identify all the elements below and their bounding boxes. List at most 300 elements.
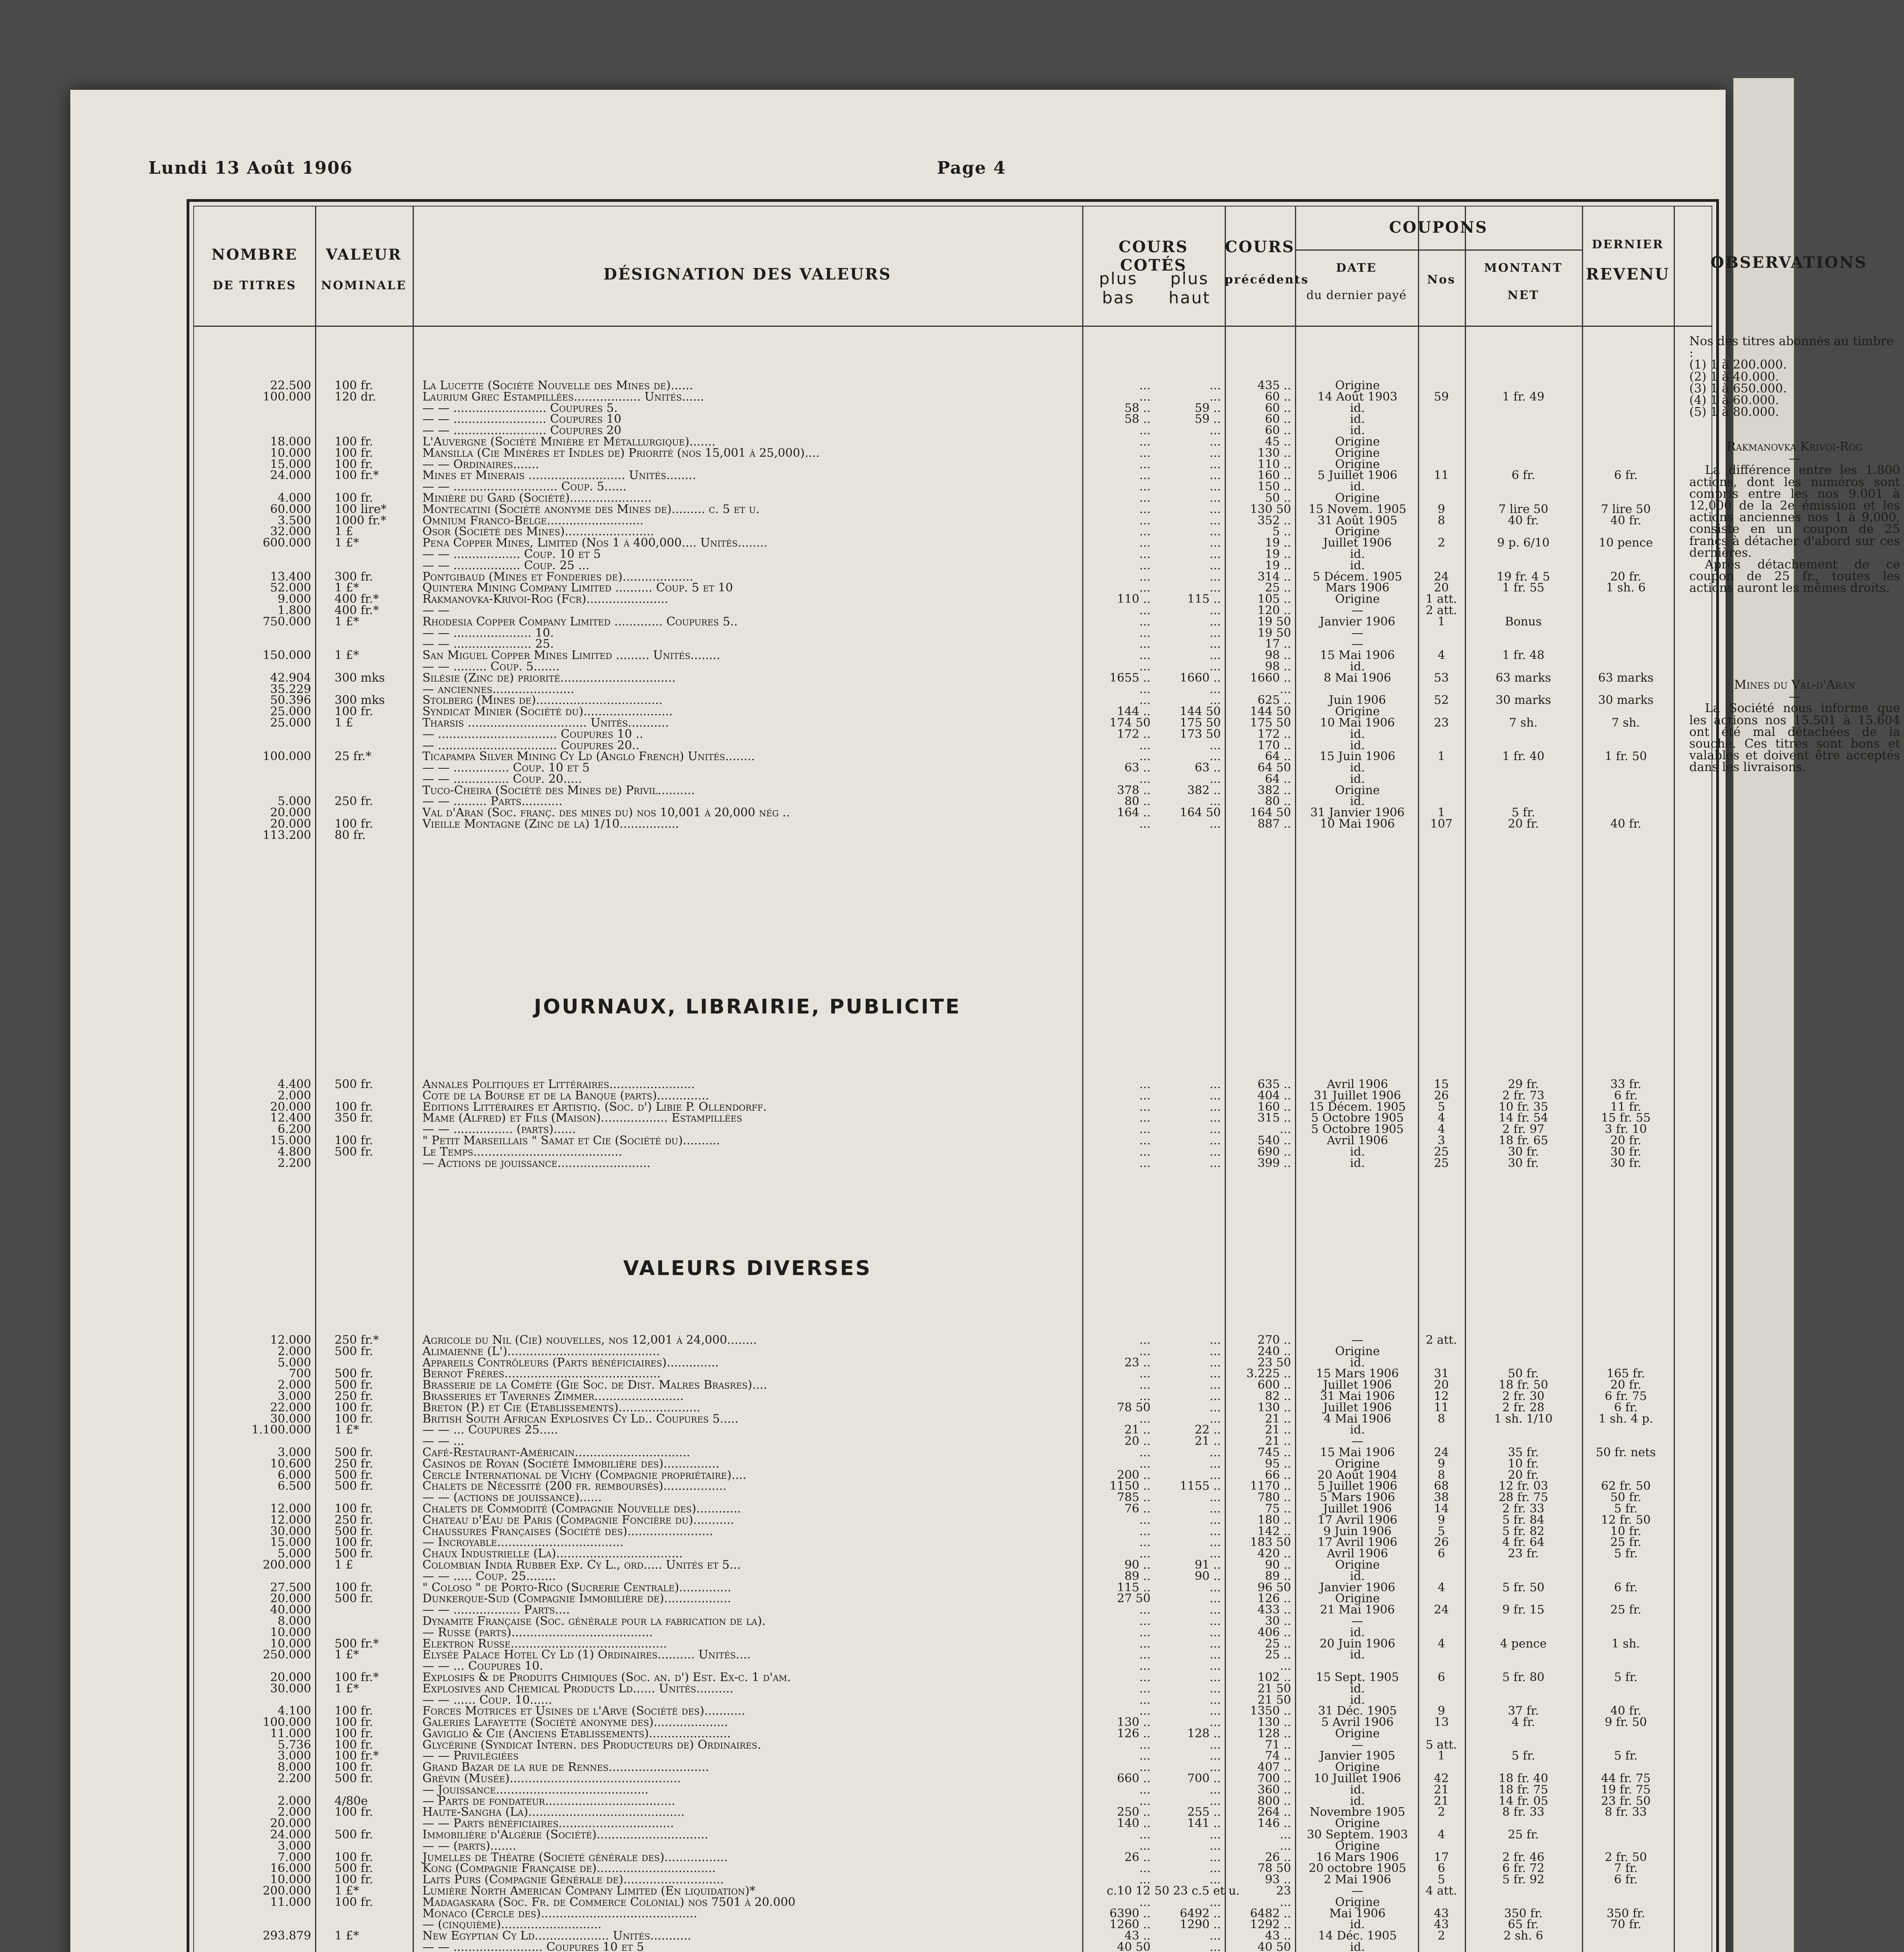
- cell-valeur: 500 fr.: [335, 1592, 373, 1606]
- cell-coupon-no: 38: [1434, 1491, 1449, 1505]
- cell-valeur: 500 fr.: [335, 1344, 373, 1358]
- cell-montant-net: 2 sh. 6: [1503, 1929, 1543, 1943]
- cell-montant-net: 10 fr.: [1508, 1457, 1539, 1471]
- cell-designation: — (cinquième)...........................: [422, 1918, 602, 1932]
- cell-nombre: 27.500: [270, 1580, 311, 1594]
- cell-revenu: 20 fr.: [1610, 1378, 1642, 1392]
- cell-designation: — anciennes......................: [422, 682, 575, 696]
- cell-designation: Jumelles de Théatre (Société générale des).................: [422, 1850, 728, 1864]
- cell-designation: — — ......................... Coupures 20: [422, 424, 622, 438]
- cell-montant-net: 1 fr. 48: [1502, 648, 1545, 663]
- cell-plus-bas: ...: [1139, 1145, 1151, 1159]
- cell-coupon-no: 9: [1437, 1704, 1445, 1718]
- cell-plus-bas: 6390 ..: [1110, 1906, 1151, 1920]
- cell-designation: Stolberg (Mines de)..................................: [422, 693, 663, 707]
- cell-plus-bas: 174 50: [1110, 716, 1151, 730]
- header-no: Nos: [1427, 273, 1456, 287]
- cell-plus-bas: ...: [1139, 435, 1151, 449]
- cell-plus-bas: ...: [1139, 1783, 1151, 1797]
- cell-cours-precedent: 420 ..: [1257, 1547, 1291, 1561]
- table-row: [194, 1515, 1712, 1526]
- cell-coupon-date: id.: [1350, 1693, 1365, 1707]
- table-row: [194, 1942, 1712, 1952]
- cell-plus-bas: ...: [1139, 1794, 1151, 1808]
- cell-plus-bas: ...: [1139, 1111, 1151, 1125]
- cell-revenu: 15 fr. 55: [1601, 1111, 1651, 1125]
- cell-plus-bas: ...: [1139, 1749, 1151, 1763]
- cell-plus-bas: 378 ..: [1117, 783, 1151, 797]
- cell-plus-haut: 91 ..: [1195, 1558, 1221, 1572]
- cell-revenu: 50 fr. nets: [1596, 1445, 1656, 1459]
- cell-valeur: 1 £*: [335, 1423, 359, 1437]
- table-row: [194, 1616, 1712, 1627]
- cell-designation: — ................................ Coupures 10 ..: [422, 727, 643, 741]
- cell-plus-bas: ...: [1139, 1156, 1151, 1170]
- cell-montant-net: 1 sh. 1/10: [1494, 1412, 1553, 1426]
- cell-montant-net: 5 fr.: [1511, 1749, 1535, 1763]
- cell-designation: Colombian India Rubber Exp. Cy L., ord..... Unités et 5...: [422, 1558, 741, 1572]
- cell-nombre: 10.000: [270, 1625, 311, 1639]
- cell-cours-precedent: 21 ..: [1265, 1423, 1291, 1437]
- cell-cours-precedent: 60 ..: [1265, 424, 1291, 438]
- cell-montant-net: 2 fr. 28: [1502, 1400, 1545, 1414]
- cell-plus-bas: ...: [1139, 1344, 1151, 1358]
- cell-designation: Galeries Lafayette (Société anonyme des)....................: [422, 1715, 728, 1729]
- cell-nombre: 10.000: [270, 446, 311, 460]
- cell-coupon-no: 6: [1437, 1670, 1445, 1684]
- cell-coupon-date: Origine: [1335, 435, 1380, 449]
- table-row: [194, 1639, 1712, 1650]
- page-date: Lundi 13 Août 1906: [148, 158, 353, 178]
- cell-revenu: 3 fr. 10: [1605, 1122, 1647, 1136]
- cell-cours-precedent: 170 ..: [1257, 738, 1291, 752]
- cell-revenu: 33 fr.: [1610, 1078, 1642, 1091]
- cell-cours-precedent: 1292 ..: [1250, 1918, 1291, 1932]
- cell-coupon-date: 20 Juin 1906: [1320, 1637, 1395, 1651]
- cell-plus-bas: ...: [1139, 750, 1151, 764]
- cell-nombre: 4.000: [278, 491, 311, 505]
- cell-cours-precedent: ...: [1280, 682, 1291, 696]
- cell-designation: Chaussures Françaises (Société des).......................: [422, 1524, 713, 1538]
- cell-plus-haut: 115 ..: [1187, 592, 1221, 606]
- cell-coupon-date: Origine: [1335, 1760, 1380, 1774]
- cell-designation: — — Parts bénéficiaires...............................: [422, 1817, 674, 1831]
- cell-nombre: 50.396: [270, 693, 311, 707]
- cell-revenu: 8 fr. 33: [1605, 1805, 1647, 1819]
- cell-valeur: 250 fr.: [335, 794, 373, 809]
- cell-coupon-date: Origine: [1335, 1558, 1380, 1572]
- cell-coupon-date: Origine: [1335, 1839, 1380, 1853]
- cell-plus-haut: ...: [1209, 1468, 1221, 1482]
- cell-revenu: 1 sh. 4 p.: [1598, 1412, 1653, 1426]
- table-row: [194, 695, 1712, 706]
- cell-plus-bas: ...: [1139, 1412, 1151, 1426]
- cell-cours-precedent: 43 ..: [1265, 1929, 1291, 1943]
- cell-coupon-date: id.: [1350, 738, 1365, 752]
- cell-valeur: 100 fr.: [335, 379, 373, 392]
- cell-nombre: 16.000: [270, 1861, 311, 1875]
- cell-valeur: 100 fr.: [335, 1726, 373, 1740]
- cell-designation: — — ..................... 25.: [422, 637, 554, 651]
- table-row: [194, 605, 1712, 616]
- cell-valeur: 1 £: [335, 716, 353, 730]
- cell-revenu: 6 fr.: [1614, 1873, 1638, 1887]
- cell-plus-bas: ...: [1139, 1895, 1151, 1909]
- cell-plus-haut: ...: [1209, 1156, 1221, 1170]
- table-row: [194, 526, 1712, 538]
- cell-coupon-no: 9: [1437, 502, 1445, 516]
- cell-revenu: 40 fr.: [1610, 1704, 1642, 1718]
- cell-cours-precedent: 180 ..: [1257, 1513, 1291, 1527]
- cell-revenu: 30 fr.: [1610, 1145, 1642, 1159]
- table-row: [194, 616, 1712, 628]
- cell-coupon-date: Juin 1906: [1329, 693, 1386, 707]
- cell-montant-net: 6 fr. 72: [1502, 1861, 1545, 1875]
- header-valeur: VALEUR: [326, 246, 402, 263]
- cell-plus-bas: ...: [1139, 1333, 1151, 1347]
- table-row: [194, 1548, 1712, 1560]
- table-row: [194, 1346, 1712, 1357]
- table-row: [194, 1391, 1712, 1402]
- journaux-rows: [194, 1079, 1712, 1169]
- cell-montant-net: 30 fr.: [1508, 1156, 1539, 1170]
- cell-valeur: 100 fr.: [335, 446, 373, 460]
- cell-plus-haut: ...: [1209, 390, 1221, 404]
- cell-nombre: 9.000: [278, 592, 311, 606]
- cell-nombre: 25.000: [270, 705, 311, 719]
- cell-valeur: 500 fr.*: [335, 1637, 379, 1651]
- cell-valeur: 100 fr.: [335, 817, 373, 831]
- cell-nombre: 42.904: [270, 671, 311, 685]
- cell-plus-haut: ...: [1209, 1873, 1221, 1887]
- cell-designation: Explosives and Chemical Products Ld...... Unités..........: [422, 1681, 734, 1696]
- cell-nombre: 600.000: [262, 536, 311, 550]
- cell-designation: — — ............... Coup. 10 et 5: [422, 761, 590, 775]
- table-row: [194, 1124, 1712, 1135]
- cell-cours-precedent: 240 ..: [1257, 1344, 1291, 1358]
- cell-revenu: 5 fr.: [1614, 1670, 1638, 1684]
- cell-nombre: 113.200: [262, 828, 311, 842]
- cell-valeur: 100 fr.: [335, 1133, 373, 1147]
- cell-designation: Tharsis ................................ Unités...........: [422, 716, 669, 730]
- cell-plus-haut: ...: [1209, 772, 1221, 786]
- cell-plus-haut: ...: [1209, 1088, 1221, 1102]
- cell-cours-precedent: 66 ..: [1265, 1468, 1291, 1482]
- cell-coupon-date: —: [1352, 1434, 1363, 1448]
- table-row: [194, 1335, 1712, 1346]
- cell-nombre: 5.000: [278, 794, 311, 809]
- cell-montant-net: 2 fr. 73: [1502, 1088, 1545, 1102]
- cell-revenu: 165 fr.: [1607, 1367, 1645, 1381]
- cell-plus-bas: 785 ..: [1117, 1491, 1151, 1505]
- header-coupons: COUPONS: [1389, 218, 1488, 237]
- cell-montant-net: 19 fr. 4 5: [1496, 570, 1550, 584]
- cell-montant-net: 18 fr. 50: [1498, 1378, 1548, 1392]
- table-row: [194, 1852, 1712, 1863]
- cell-valeur: 100 fr.: [335, 1501, 373, 1516]
- cell-coupon-no: 1 att.: [1425, 592, 1457, 606]
- cell-plus-bas: 130 ..: [1117, 1715, 1151, 1729]
- cell-valeur: 100 fr.: [335, 491, 373, 505]
- cell-plus-haut: ...: [1209, 1501, 1221, 1516]
- cell-cours-precedent: 120 ..: [1257, 603, 1291, 617]
- cell-coupon-no: 2: [1437, 1929, 1445, 1943]
- cell-designation: Pontgibaud (Mines et Fonderies de)...................: [422, 570, 693, 584]
- cell-designation: Brasserie de la Comète (Gie Soc. de Dist. Malres Brasres)....: [422, 1378, 767, 1392]
- cell-plus-haut: ...: [1209, 558, 1221, 572]
- cell-valeur: 500 fr.: [335, 1524, 373, 1538]
- cell-montant-net: 1 fr. 40: [1502, 750, 1545, 764]
- table-row: [194, 459, 1712, 470]
- cell-designation: — — ... Coupures 25.....: [422, 1423, 558, 1437]
- cell-plus-bas: 89 ..: [1124, 1569, 1151, 1583]
- cell-coupon-no: 31: [1434, 1367, 1449, 1381]
- header-designation: DÉSIGNATION DES VALEURS: [603, 265, 892, 283]
- cell-coupon-no: 68: [1434, 1479, 1449, 1493]
- cell-plus-bas: ...: [1139, 1078, 1151, 1091]
- cell-coupon-no: 26: [1434, 1088, 1449, 1102]
- table-row: [194, 706, 1712, 718]
- cell-valeur: 500 fr.: [335, 1861, 373, 1875]
- cell-plus-haut: 1290 ..: [1180, 1918, 1221, 1932]
- cell-nombre: 5.000: [278, 1547, 311, 1561]
- cell-revenu: 10 pence: [1599, 536, 1653, 550]
- cell-plus-haut: ...: [1209, 637, 1221, 651]
- cell-coupon-date: —: [1352, 1884, 1363, 1898]
- table-row: [194, 1147, 1712, 1158]
- cell-coupon-date: 31 Mai 1906: [1320, 1389, 1395, 1403]
- table-row: [194, 1447, 1712, 1459]
- cell-plus-bas: ...: [1139, 457, 1151, 471]
- cell-plus-haut: ...: [1209, 1749, 1221, 1763]
- cell-valeur: 500 fr.: [335, 1378, 373, 1392]
- cell-montant-net: 5 fr. 50: [1502, 1580, 1545, 1594]
- cell-cours-precedent: 60 ..: [1265, 412, 1291, 426]
- cell-designation: — — ... Coupures 10.: [422, 1659, 543, 1673]
- cell-coupon-date: —: [1352, 1333, 1363, 1347]
- cell-plus-haut: ...: [1209, 1122, 1221, 1136]
- cell-plus-bas: ...: [1139, 379, 1151, 392]
- header-precedents: précédents: [1225, 273, 1309, 287]
- cell-nombre: 40.000: [270, 1603, 311, 1617]
- cell-designation: — —: [422, 603, 450, 617]
- cell-nombre: 100.000: [262, 750, 311, 764]
- cell-montant-net: 20 fr.: [1508, 817, 1539, 831]
- cell-montant-net: 14 fr. 54: [1498, 1111, 1548, 1125]
- cell-coupon-date: id.: [1350, 1625, 1365, 1639]
- table-row: [194, 403, 1712, 414]
- cell-plus-bas: ...: [1139, 1659, 1151, 1673]
- cell-coupon-date: Origine: [1335, 379, 1380, 392]
- cell-designation: " Coloso " de Porto-Rico (Sucrerie Centrale)..............: [422, 1580, 732, 1594]
- cell-coupon-date: Avril 1906: [1327, 1133, 1388, 1147]
- cell-valeur: 1 £*: [335, 1648, 359, 1662]
- cell-plus-haut: ...: [1209, 1603, 1221, 1617]
- cell-valeur: 500 fr.: [335, 1078, 373, 1091]
- cell-plus-bas: 1150 ..: [1110, 1479, 1151, 1493]
- cell-revenu: 9 fr. 50: [1605, 1715, 1647, 1729]
- cell-plus-haut: ...: [1209, 1457, 1221, 1471]
- table-row: [194, 572, 1712, 583]
- cell-designation: Dynamite Française (Soc. générale pour la fabrication de la).: [422, 1614, 766, 1628]
- cell-designation: Minière du Gard (Société)......................: [422, 491, 652, 505]
- cell-coupon-no: 5: [1437, 1873, 1445, 1887]
- cell-plus-haut: ...: [1209, 536, 1221, 550]
- cell-cours-precedent: 635 ..: [1257, 1078, 1291, 1091]
- cell-designation: Café-Restaurant-Américain...............................: [422, 1445, 690, 1459]
- cell-nombre: 2.000: [278, 1794, 311, 1808]
- cell-revenu: 11 fr.: [1610, 1100, 1642, 1114]
- cell-cours-precedent: 98 ..: [1265, 659, 1291, 673]
- cell-plus-haut: ...: [1209, 502, 1221, 516]
- cell-plus-bas: ...: [1139, 1524, 1151, 1538]
- cell-nombre: 30.000: [270, 1412, 311, 1426]
- cell-nombre: 293.879: [262, 1929, 311, 1943]
- cell-plus-haut: ...: [1209, 1145, 1221, 1159]
- cell-plus-bas: ...: [1139, 1670, 1151, 1684]
- cell-coupon-no: 107: [1430, 817, 1453, 831]
- cell-valeur: 500 fr.: [335, 1828, 373, 1842]
- cell-coupon-date: 31 Juillet 1906: [1314, 1088, 1401, 1102]
- cell-coupon-no: 1: [1437, 750, 1445, 764]
- table-row: [194, 1571, 1712, 1582]
- cell-designation: " Petit Marseillais " Samat et Cie (Société du)..........: [422, 1133, 720, 1147]
- cell-valeur: 1 £*: [335, 536, 359, 550]
- cell-plus-bas: 26 ..: [1124, 1850, 1151, 1864]
- cell-coupon-date: 15 Sept. 1905: [1316, 1670, 1399, 1684]
- cell-nombre: 30.000: [270, 1524, 311, 1538]
- table-row: [194, 1526, 1712, 1537]
- cell-coupon-date: 20 Août 1904: [1317, 1468, 1398, 1482]
- cell-coupon-no: 24: [1434, 570, 1449, 584]
- table-row: [194, 1796, 1712, 1807]
- cell-nombre: 10.000: [270, 1637, 311, 1651]
- cell-coupon-no: 1: [1437, 806, 1445, 820]
- obs-val-aran: [1689, 679, 1900, 773]
- cell-plus-haut: ...: [1209, 1681, 1221, 1696]
- cell-valeur: 100 fr.*: [335, 468, 379, 483]
- table-row: [194, 740, 1712, 752]
- cell-plus-bas: ...: [1139, 1637, 1151, 1651]
- cell-cours-precedent: 130 ..: [1257, 446, 1291, 460]
- cell-coupon-no: 21: [1434, 1794, 1449, 1808]
- cell-designation: — — ..... Coup. 25........: [422, 1569, 556, 1583]
- cell-coupon-date: Janvier 1905: [1320, 1749, 1395, 1763]
- cell-designation: Immobilière d'Algérie (Société)..............................: [422, 1828, 709, 1842]
- cell-coupon-date: 4 Mai 1906: [1323, 1412, 1391, 1426]
- cell-valeur: 1 £*: [335, 648, 359, 663]
- cell-cours-precedent: 50 ..: [1265, 491, 1291, 505]
- cell-nombre: 22.000: [270, 1400, 311, 1414]
- cell-valeur: 1 £*: [335, 614, 359, 629]
- cell-coupon-date: 10 Mai 1906: [1320, 817, 1395, 831]
- cell-nombre: 2.000: [278, 1088, 311, 1102]
- cell-montant-net: 40 fr.: [1508, 513, 1539, 527]
- cell-designation: — — ...... Coup. 10......: [422, 1693, 552, 1707]
- table-row: [194, 1158, 1712, 1169]
- cell-designation: Brasseries et Tavernes Zimmer........................: [422, 1389, 684, 1403]
- table-row: [194, 1649, 1712, 1661]
- cell-designation: Mines et Minerais .......................... Unités........: [422, 468, 696, 483]
- cell-designation: — — ................ (parts)......: [422, 1122, 576, 1136]
- cell-revenu: 1 sh. 6: [1606, 581, 1646, 595]
- header-nombre: NOMBRE: [211, 246, 298, 263]
- cell-plus-haut: ...: [1209, 1524, 1221, 1538]
- cell-plus-haut: ...: [1209, 1412, 1221, 1426]
- cell-plus-bas: ...: [1139, 1873, 1151, 1887]
- cell-coupon-date: 5 Juillet 1906: [1317, 468, 1398, 483]
- cell-designation: Chalets de Commodité (Compagnie Nouvelle des)............: [422, 1501, 741, 1516]
- cell-plus-bas: ...: [1139, 1603, 1151, 1617]
- cell-plus-haut: ...: [1209, 1715, 1221, 1729]
- cell-plus-haut: ...: [1209, 1839, 1221, 1853]
- cell-plus-haut: ...: [1209, 738, 1221, 752]
- cell-nombre: 6.200: [278, 1122, 311, 1136]
- table-row: [194, 1425, 1712, 1436]
- cell-cours-precedent: 19 50: [1257, 614, 1291, 629]
- table-row: [194, 1919, 1712, 1931]
- table-row: [194, 1079, 1712, 1090]
- cell-coupon-date: Avril 1906: [1327, 1078, 1388, 1091]
- cell-designation: Mame (Alfred) et Fils (Maison).................. Estampillées: [422, 1111, 743, 1125]
- table-row: [194, 1492, 1712, 1503]
- cell-nombre: 3.000: [278, 1445, 311, 1459]
- cell-nombre: 20.000: [270, 1817, 311, 1831]
- table-row: [194, 807, 1712, 819]
- cell-revenu: 2 fr. 50: [1605, 1850, 1647, 1864]
- cell-cours-precedent: 95 ..: [1265, 1457, 1291, 1471]
- cell-coupon-no: 26: [1434, 1535, 1449, 1549]
- cell-valeur: 1 £: [335, 525, 353, 539]
- cell-plus-haut: ...: [1209, 1861, 1221, 1875]
- cell-cours-precedent: 21 50: [1257, 1681, 1291, 1696]
- cell-plus-haut: ...: [1209, 1704, 1221, 1718]
- cell-plus-haut: 700 ..: [1187, 1772, 1221, 1786]
- cell-nombre: 700: [289, 1367, 311, 1381]
- cell-valeur: 100 fr.: [335, 457, 373, 471]
- cell-nombre: 200.000: [262, 1558, 311, 1572]
- cell-coupon-date: Juillet 1906: [1323, 536, 1392, 550]
- cell-designation: — — ......... Coup. 5.......: [422, 659, 560, 673]
- cell-coupon-date: 10 Mai 1906: [1320, 716, 1395, 730]
- cell-cours-precedent: 5 ..: [1272, 525, 1291, 539]
- obs-timbre-line: (4) 1 à 60.000.: [1689, 393, 1779, 408]
- table-row: [194, 1135, 1712, 1147]
- cell-cours-precedent: 64 ..: [1265, 750, 1291, 764]
- cell-cours-precedent: 1350 ..: [1250, 1704, 1291, 1718]
- cell-designation: British South African Explosives Cy Ld.. Coupures 5.....: [422, 1412, 739, 1426]
- cell-cours-precedent: 126 ..: [1257, 1592, 1291, 1606]
- diverses-rows: [194, 1335, 1712, 1952]
- cell-coupon-date: —: [1352, 626, 1363, 640]
- cell-nombre: 25.000: [270, 716, 311, 730]
- cell-plus-haut: ...: [1209, 424, 1221, 438]
- cell-coupon-date: Origine: [1335, 1344, 1380, 1358]
- cell-cours-precedent: 146 ..: [1257, 1817, 1291, 1831]
- cell-plus-bas: ...: [1139, 1704, 1151, 1718]
- cell-plus-haut: 173 50: [1180, 727, 1221, 741]
- table-row: [194, 504, 1712, 515]
- cell-plus-haut: ...: [1209, 1592, 1221, 1606]
- cell-revenu: 25 fr.: [1610, 1603, 1642, 1617]
- cell-plus-bas: ...: [1139, 738, 1151, 752]
- table-row: [194, 1672, 1712, 1683]
- obs-val-aran-text: La Société nous informe que les actions nos 15.501 à 15.604 ont été mal détachées de la souche. Ces titres sont bons et valables et doivent être acceptés dans les livraisons.: [1689, 701, 1900, 775]
- table-row: [194, 582, 1712, 594]
- cell-valeur: 100 fr.*: [335, 1749, 379, 1763]
- cell-coupon-no: 6: [1437, 1861, 1445, 1875]
- table-row: [194, 1113, 1712, 1124]
